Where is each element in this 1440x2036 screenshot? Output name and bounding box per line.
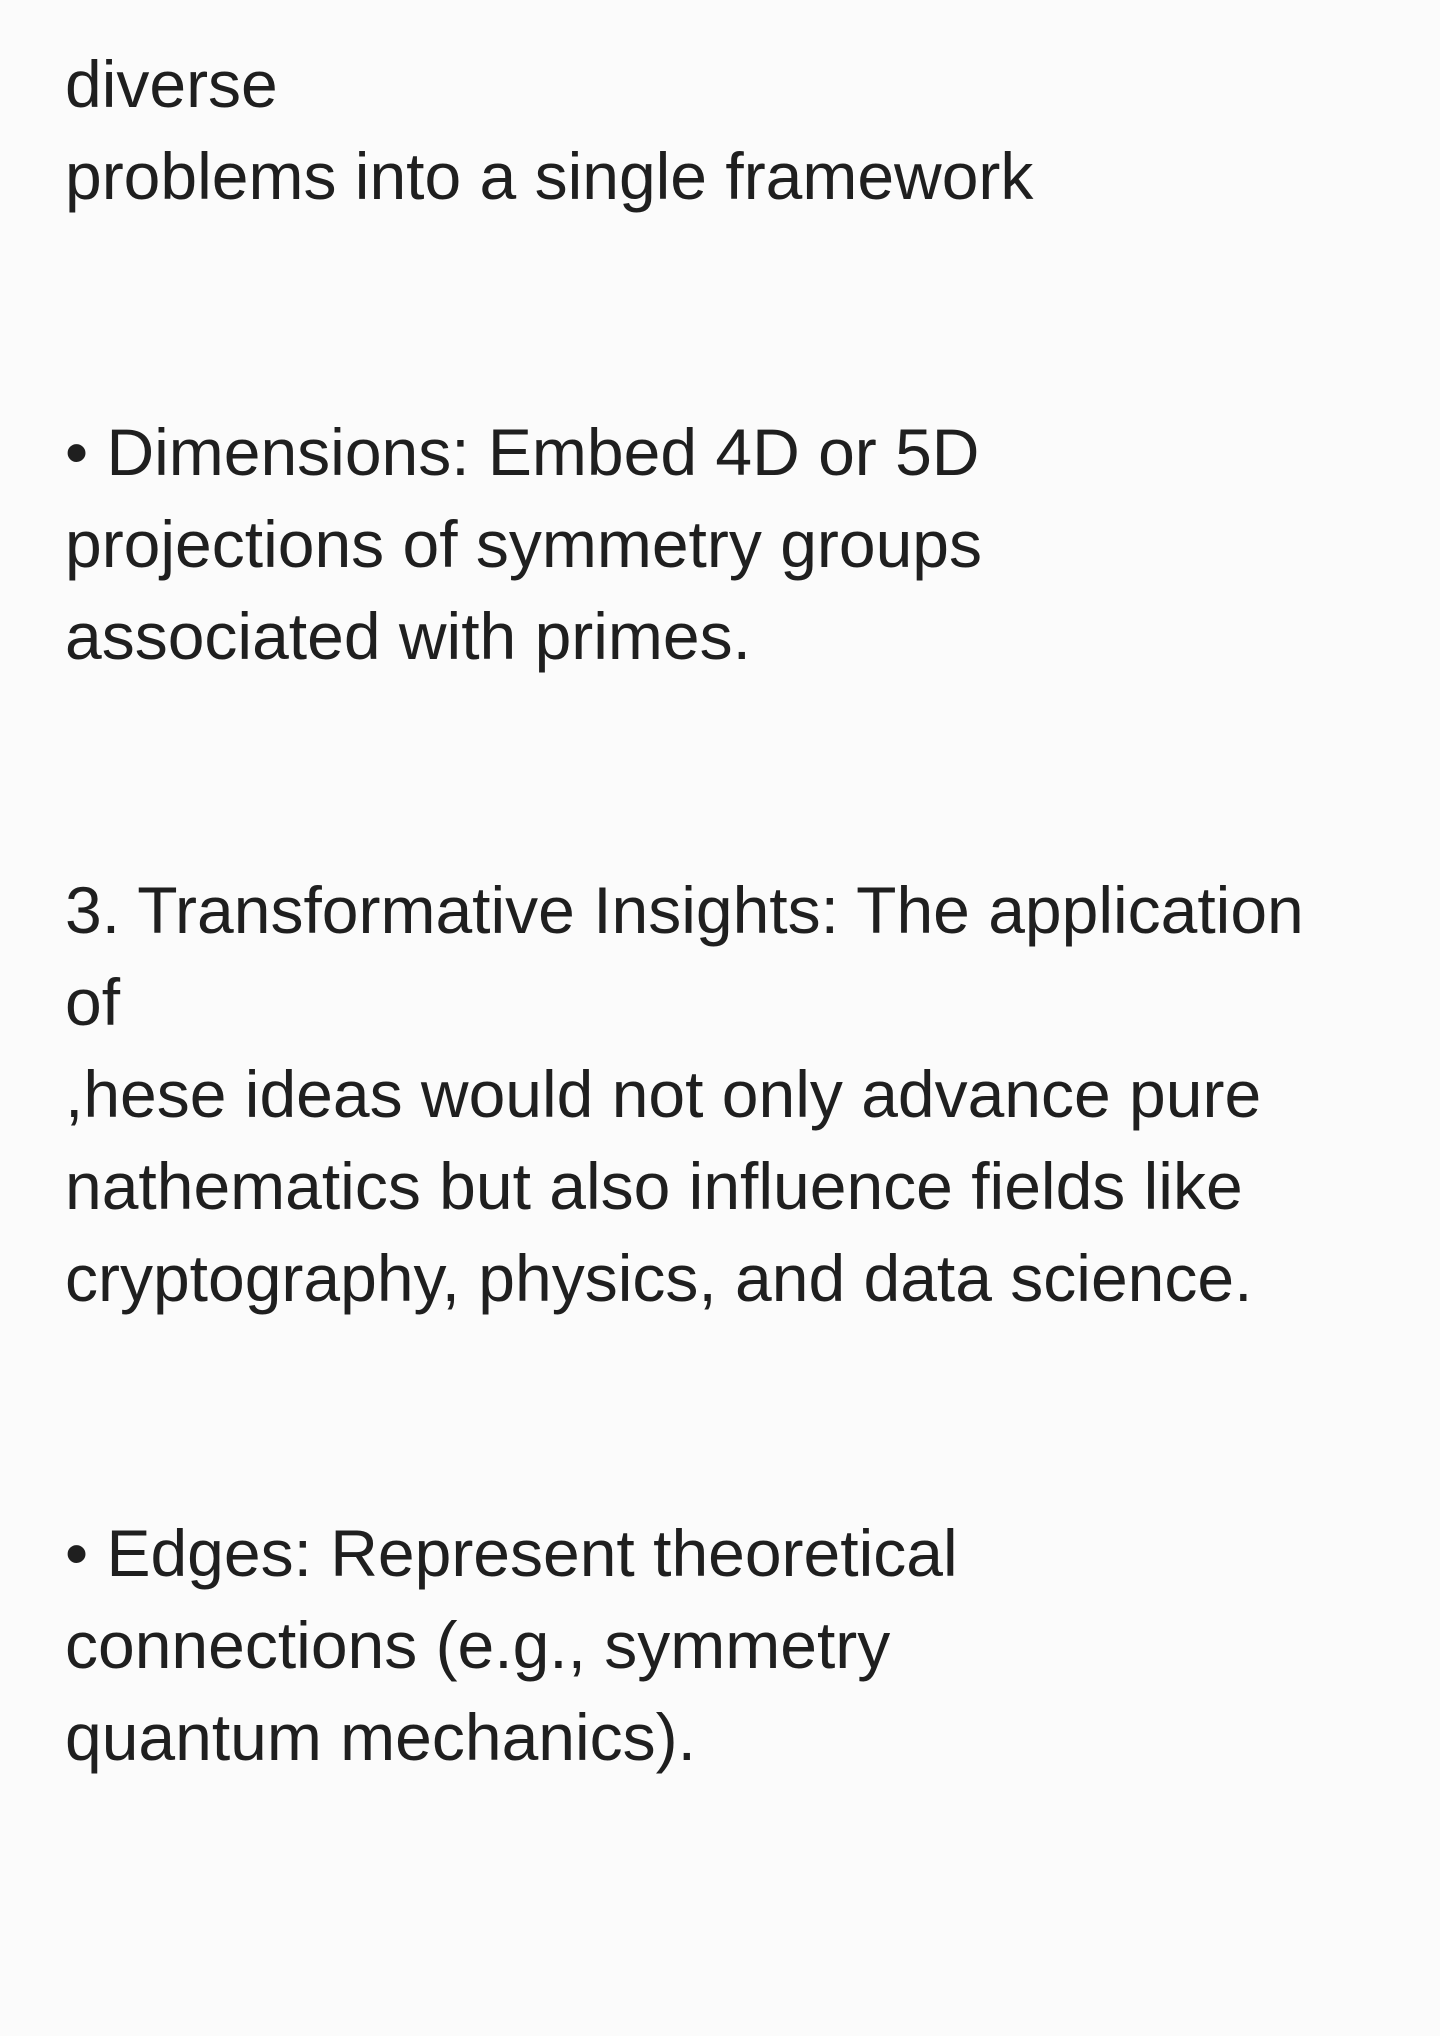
- numbered-transformative-insights: [65, 864, 1385, 1324]
- text-line: cryptography, physics, and data science.: [65, 1241, 1253, 1315]
- text-line: quantum mechanics).: [65, 1700, 696, 1774]
- text-line: 3. Transformative Insights: The application: [65, 873, 1304, 947]
- text-line: problems into a single framework: [65, 139, 1034, 213]
- text-line: diverse: [65, 47, 278, 121]
- text-line: • Dimensions: Embed 4D or 5D: [65, 415, 980, 489]
- text-line: nathematics but also influence fields like: [65, 1149, 1243, 1223]
- bullet-edges: [65, 1507, 1385, 1783]
- text-line: associated with primes.: [65, 599, 751, 673]
- text-line: of: [65, 965, 121, 1039]
- text-line: • Edges: Represent theoretical: [65, 1516, 958, 1590]
- bullet-dimensions: [65, 406, 1385, 682]
- text-line: connections (e.g., symmetry: [65, 1608, 891, 1682]
- paragraph-diverse-problems: [65, 38, 1385, 222]
- text-line: ,hese ideas would not only advance pure: [65, 1057, 1262, 1131]
- text-line: projections of symmetry groups: [65, 507, 983, 581]
